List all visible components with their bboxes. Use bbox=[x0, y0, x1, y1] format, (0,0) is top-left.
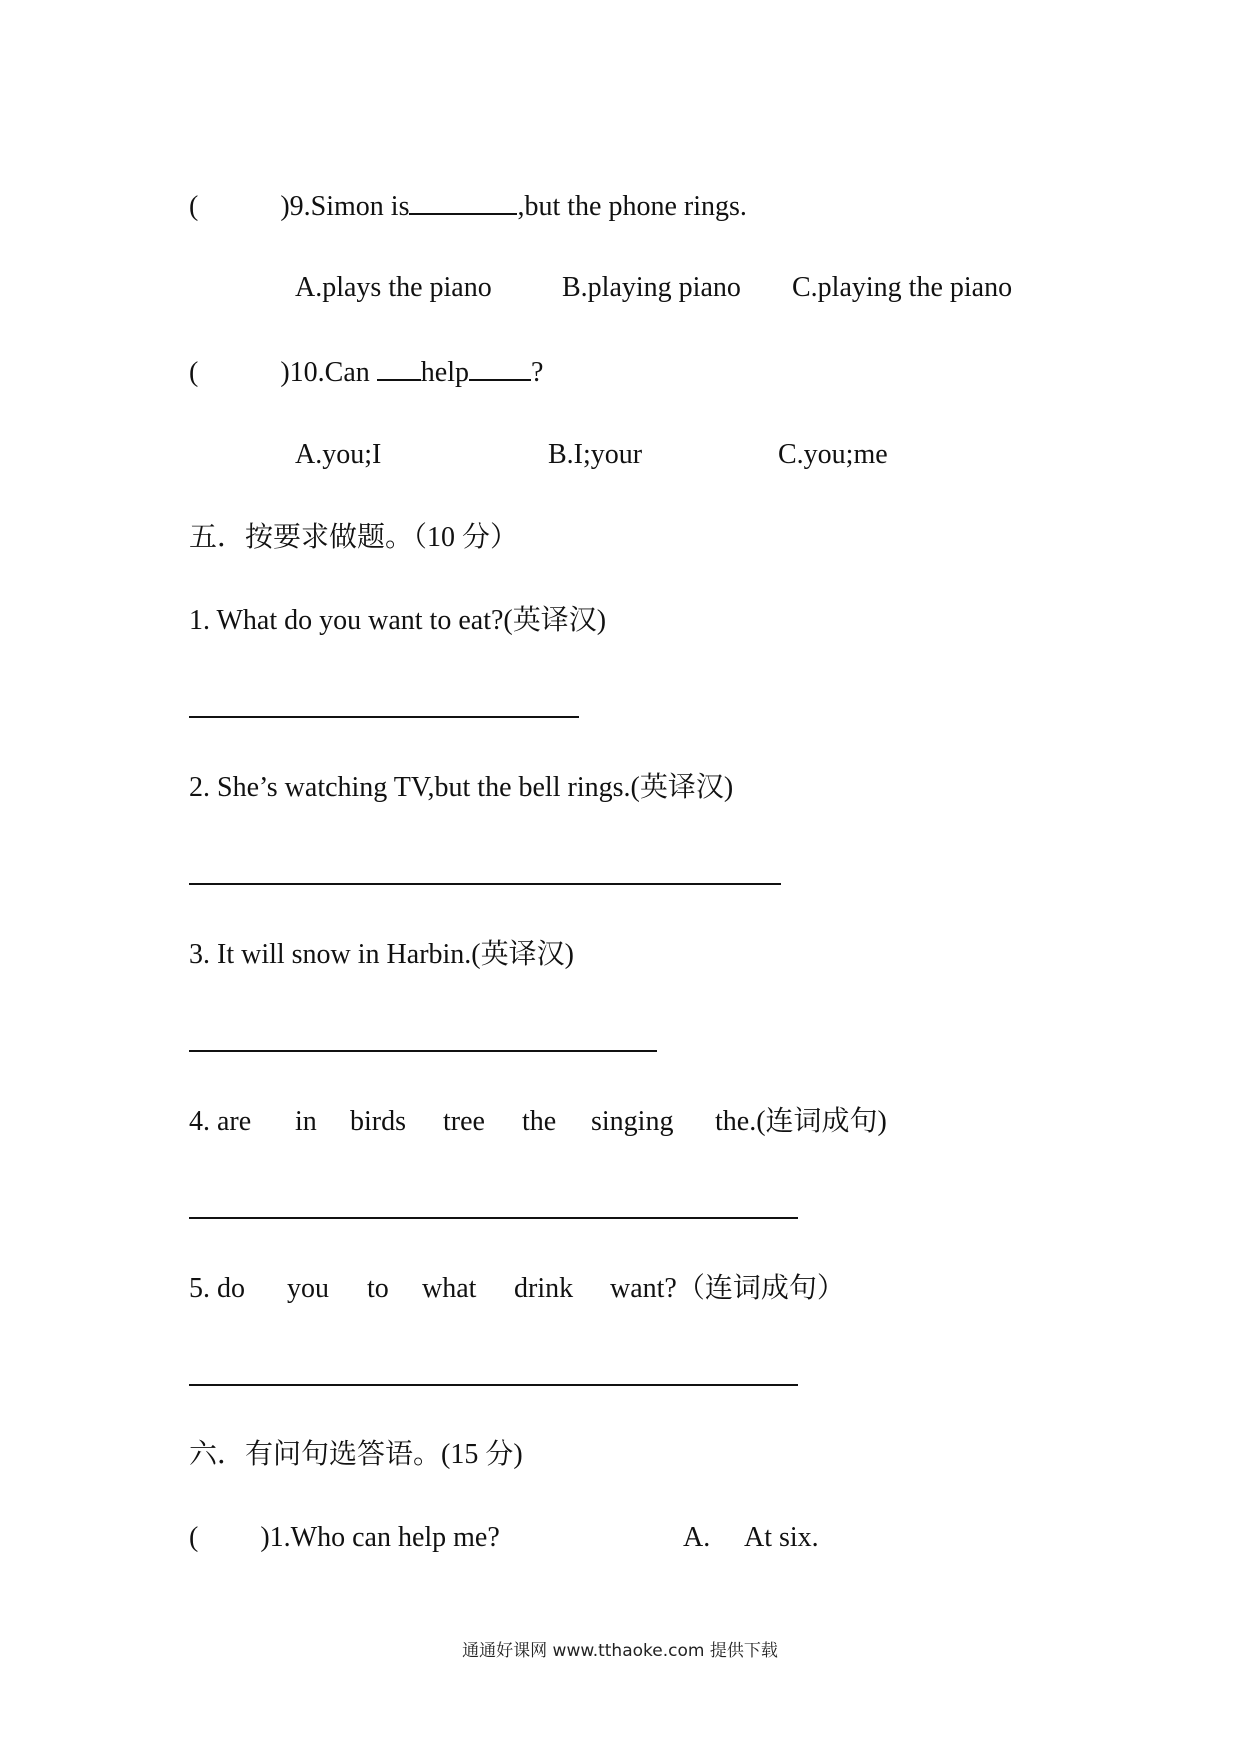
section-5-heading: 五．按要求做题。（10 分） bbox=[189, 522, 519, 553]
fill-blank[interactable] bbox=[469, 353, 531, 381]
item-1: 1. What do you want to eat?(英译汉) bbox=[189, 605, 607, 636]
answer-paren-open: ( bbox=[189, 1522, 199, 1553]
question-stem-end: ? bbox=[530, 357, 544, 388]
answer-line-4[interactable] bbox=[189, 1217, 798, 1219]
question-stem-mid: help bbox=[420, 357, 469, 388]
footer-credit: 通通好课网 www.tthaoke.com 提供下载 bbox=[462, 1641, 778, 1661]
question-10 bbox=[189, 353, 543, 391]
answer-option-letter: A. bbox=[683, 1522, 711, 1553]
item-3: 3. It will snow in Harbin.(英译汉) bbox=[189, 939, 574, 970]
word: drink bbox=[514, 1273, 574, 1304]
question-stem: 9.Simon is bbox=[289, 191, 410, 222]
word: birds bbox=[350, 1106, 406, 1137]
fill-blank[interactable] bbox=[377, 353, 421, 381]
option-c[interactable]: C.playing the piano bbox=[792, 272, 1013, 303]
question-9 bbox=[189, 187, 747, 225]
answer-paren-open: ( bbox=[189, 191, 199, 222]
word: to bbox=[367, 1273, 389, 1304]
question-stem: 10.Can bbox=[289, 357, 377, 388]
answer-paren-close: ) bbox=[280, 191, 290, 222]
word: tree bbox=[443, 1106, 485, 1137]
word: singing bbox=[591, 1106, 674, 1137]
word: the.(连词成句) bbox=[715, 1106, 887, 1137]
answer-paren-open: ( bbox=[189, 357, 199, 388]
word: 4. are bbox=[189, 1106, 252, 1137]
answer-line-3[interactable] bbox=[189, 1050, 657, 1052]
item-2: 2. She’s watching TV,but the bell rings.(英译汉) bbox=[189, 772, 734, 803]
section-6-heading: 六．有问句选答语。(15 分) bbox=[189, 1439, 523, 1470]
answer-paren-close: ) bbox=[280, 357, 290, 388]
answer-paren-close: ) bbox=[260, 1522, 270, 1553]
answer-option-text: At six. bbox=[744, 1522, 819, 1553]
answer-line-1[interactable] bbox=[189, 716, 579, 718]
question-stem-end: ,but the phone rings. bbox=[517, 191, 747, 222]
section-6-question-1 bbox=[189, 1520, 500, 1556]
answer-line-2[interactable] bbox=[189, 883, 781, 885]
option-a[interactable]: A.plays the piano bbox=[295, 272, 492, 303]
word: 5. do bbox=[189, 1273, 245, 1304]
option-b[interactable]: B.playing piano bbox=[562, 272, 741, 303]
word: want?（连词成句） bbox=[610, 1273, 845, 1304]
option-b[interactable]: B.I;your bbox=[548, 439, 643, 470]
word: what bbox=[422, 1273, 477, 1304]
question-text: 1.Who can help me? bbox=[269, 1522, 500, 1553]
option-a[interactable]: A.you;I bbox=[295, 439, 382, 470]
answer-line-5[interactable] bbox=[189, 1384, 798, 1386]
word: the bbox=[522, 1106, 557, 1137]
word: you bbox=[287, 1273, 329, 1304]
fill-blank[interactable] bbox=[409, 187, 517, 215]
word: in bbox=[295, 1106, 317, 1137]
option-c[interactable]: C.you;me bbox=[778, 439, 888, 470]
